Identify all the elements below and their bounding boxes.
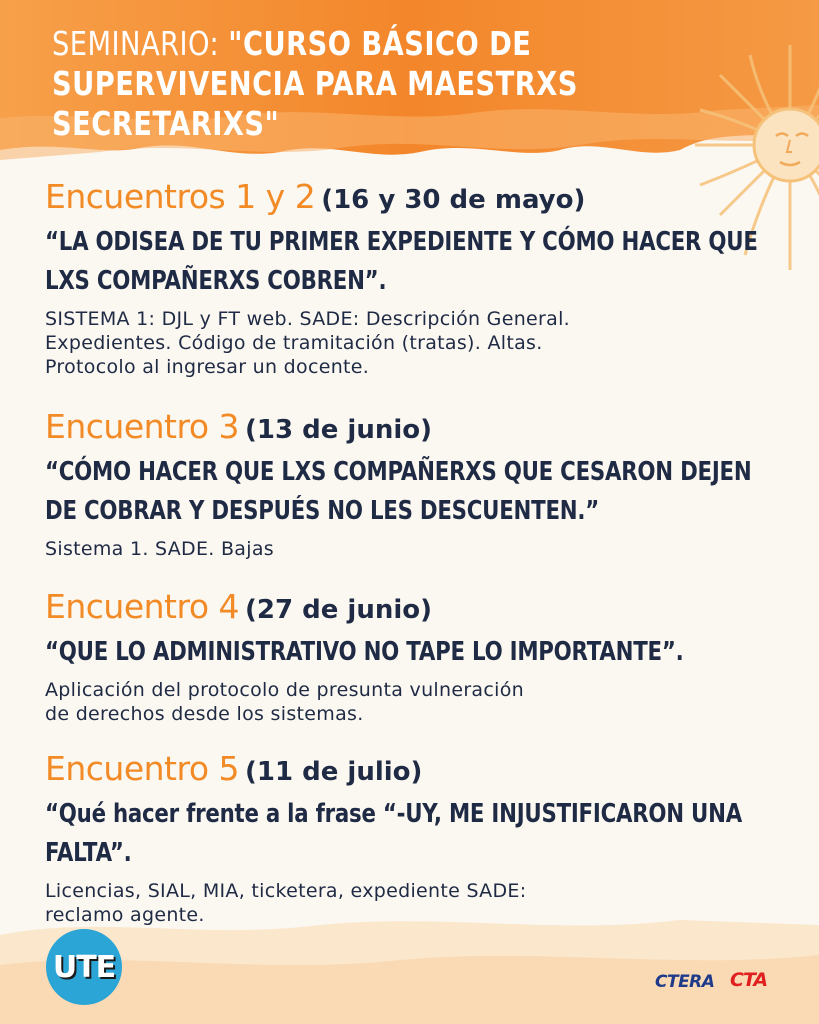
session-2 <box>45 408 785 561</box>
session-topic <box>45 223 783 301</box>
session-name: Encuentro 3 <box>45 407 239 446</box>
session-topic <box>45 633 783 672</box>
ctera-logo: CTERA <box>655 972 715 992</box>
session-name: Encuentro 4 <box>45 587 239 626</box>
session-topic-line: “LA ODISEA DE TU PRIMER EXPEDIENTE Y CÓMO HACER QUE <box>45 227 758 257</box>
session-4 <box>45 750 785 927</box>
session-topic-line: “CÓMO HACER QUE LXS COMPAÑERXS QUE CESARON DEJEN <box>45 457 752 487</box>
session-date: (11 de julio) <box>245 757 423 787</box>
session-name: Encuentros 1 y 2 <box>45 177 316 216</box>
session-description-line: de derechos desde los sistemas. <box>45 703 364 725</box>
session-description-line: Aplicación del protocolo de presunta vulneración <box>45 679 524 701</box>
session-heading <box>45 750 785 791</box>
footer-brush-background <box>0 905 819 1024</box>
session-date: (16 y 30 de mayo) <box>321 185 586 215</box>
session-topic <box>45 795 783 873</box>
session-description-line: Protocolo al ingresar un docente. <box>45 356 370 378</box>
session-date: (27 de junio) <box>245 595 433 625</box>
session-topic-line: “Qué hacer frente a la frase “-UY, ME INJUSTIFICARON UNA FALTA”. <box>45 799 742 868</box>
title-main: "CURSO BÁSICO DE SUPERVIVENCIA PARA MAESTRXS SECRETARIXS" <box>52 24 578 143</box>
session-description <box>45 537 785 561</box>
session-3 <box>45 588 785 726</box>
session-description-line: reclamo agente. <box>45 904 205 926</box>
session-description-line: Licencias, SIAL, MIA, ticketera, expediente SADE: <box>45 880 527 902</box>
session-1 <box>45 178 785 379</box>
cta-logo: CTA <box>730 969 768 991</box>
session-heading <box>45 588 785 629</box>
session-topic-line: DE COBRAR Y DESPUÉS NO LES DESCUENTEN.” <box>45 496 599 526</box>
session-heading <box>45 408 785 449</box>
session-name: Encuentro 5 <box>45 749 239 788</box>
session-description-line: Expedientes. Código de tramitación (tratas). Altas. <box>45 332 543 354</box>
session-description-line: SISTEMA 1: DJL y FT web. SADE: Descripción General. <box>45 308 570 330</box>
ute-logo <box>46 929 122 1005</box>
session-description-line: Sistema 1. SADE. Bajas <box>45 538 274 560</box>
session-description <box>45 678 785 726</box>
session-heading <box>45 178 785 219</box>
session-topic <box>45 453 783 531</box>
session-topic-line: LXS COMPAÑERXS COBREN”. <box>45 266 387 296</box>
session-description <box>45 307 785 379</box>
title-prefix: SEMINARIO: <box>52 24 229 63</box>
session-date: (13 de junio) <box>245 415 433 445</box>
ute-logo-text: UTE <box>52 949 116 985</box>
session-topic-line: “QUE LO ADMINISTRATIVO NO TAPE LO IMPORTANTE”. <box>45 637 684 667</box>
page-title <box>52 24 714 144</box>
